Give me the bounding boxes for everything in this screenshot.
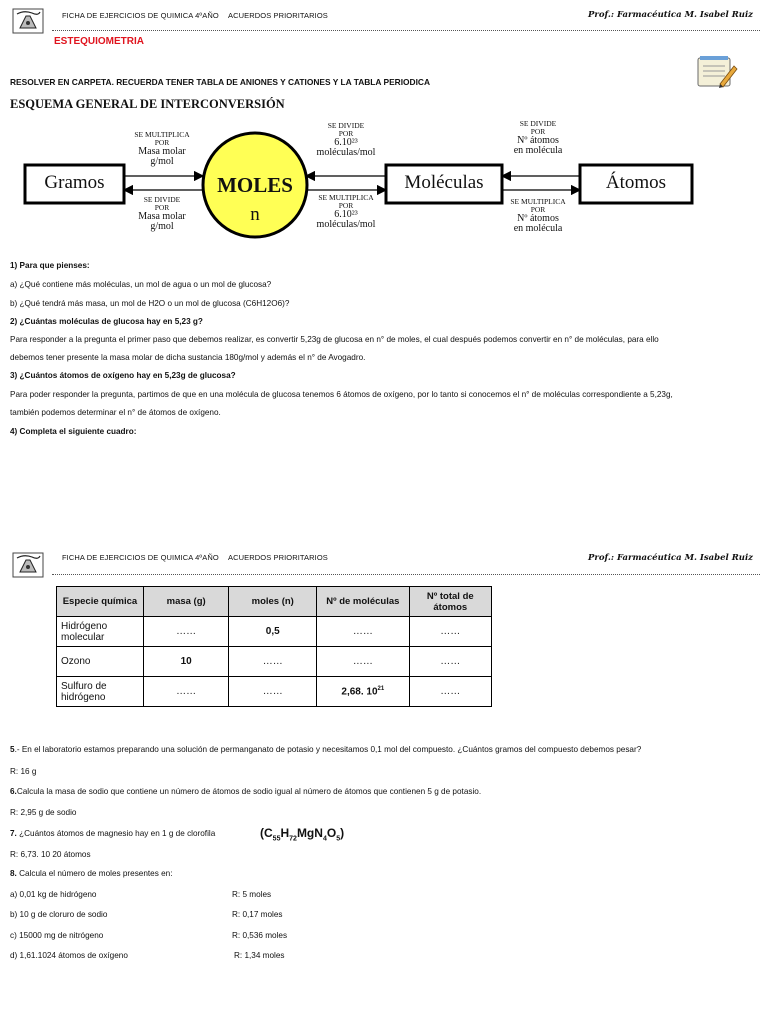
- list-item-answer: R: 0,536 moles: [232, 931, 288, 940]
- list-item: d) 1,61.1024 átomos de oxígeno: [10, 951, 128, 960]
- list-item: b) 10 g de cloruro de sodio: [10, 910, 108, 919]
- section-title: ESTEQUIOMETRIA: [54, 36, 145, 47]
- moles-label: MOLES: [217, 173, 293, 197]
- q3-line2: también podemos determinar el n° de átomos de oxígeno.: [10, 408, 221, 417]
- header-masa: masa (g): [143, 587, 229, 617]
- table-row: Ozono 10 …… …… ……: [57, 647, 492, 677]
- list-item-answer: R: 5 moles: [232, 890, 272, 899]
- exercise-6: 6.Calcula la masa de sodio que contiene un número de átomos de sodio igual al número de átomos que contienen 5 g de potasio.: [10, 787, 482, 796]
- instructions: RESOLVER EN CARPETA. RECUERDA TENER TABLA DE ANIONES Y CATIONES Y LA TABLA PERIODICA: [10, 77, 431, 87]
- header-moles: moles (n): [229, 587, 317, 617]
- exercise-8: 8. Calcula el número de moles presentes en:: [10, 869, 173, 878]
- exercise-6-answer: R: 2,95 g de sodio: [10, 808, 77, 817]
- header-subtitle: ACUERDOS PRIORITARIOS: [228, 11, 328, 20]
- exercise-5-answer: R: 16 g: [10, 767, 37, 776]
- label-m-to-g: SE DIVIDE POR Masa molar g/mol: [138, 195, 186, 232]
- q2-line2: debemos tener presente la masa molar de dicha sustancia 180g/mol y además el n° de Avogadro.: [10, 353, 366, 362]
- gramos-label: Gramos: [44, 172, 105, 193]
- header-divider: [52, 30, 760, 31]
- q2-line1: Para responder a la pregunta el primer paso que debemos realizar, es convertir 5,23g de glucosa en n° de moles, el cual después podemos convertir en n° de moléculas, para ello: [10, 335, 659, 344]
- table-header-row: [57, 587, 492, 617]
- exercise-7-answer: R: 6,73. 10 20 átomos: [10, 850, 91, 859]
- table-row: Sulfuro de hidrógeno …… …… 2,68. $10^{21}$ ……: [57, 677, 492, 707]
- list-item: a) 0,01 kg de hidrógeno: [10, 890, 97, 899]
- list-item: c) 15000 mg de nitrógeno: [10, 931, 104, 940]
- header-title: FICHA DE EJERCICIOS DE QUIMICA 4ºAÑO: [62, 11, 219, 20]
- chemistry-flask-icon: [12, 8, 44, 34]
- q1b: b) ¿Qué tendrá más masa, un mol de H2O o un mol de glucosa (C6H12O6)?: [10, 299, 290, 308]
- header-professor-2: Prof.: Farmacéutica M. Isabel Ruiz: [588, 553, 754, 563]
- exercise-5: 5.- En el laboratorio estamos preparando una solución de permanganato de potasio y necesitamos 0,1 mol del compuesto. ¿Cuántos gramos del compuesto debemos pesar?: [10, 745, 642, 754]
- diagram-title: ESQUEMA GENERAL DE INTERCONVERSIÓN: [10, 97, 285, 111]
- label-mol-bottom: SE MULTIPLICA POR 6.10²³ moléculas/mol: [316, 193, 376, 230]
- header-atomos: Nº total de átomos: [409, 587, 491, 617]
- list-item-answer: R: 1,34 moles: [234, 951, 285, 960]
- moleculas-label: Moléculas: [404, 172, 484, 193]
- label-g-to-m: SE MULTIPLICA POR Masa molar g/mol: [134, 130, 190, 167]
- moles-n-label: n: [250, 204, 260, 225]
- table-row: Hidrógeno molecular …… 0,5 …… ……: [57, 617, 492, 647]
- header-especie: Especie química: [57, 587, 144, 617]
- q1a: a) ¿Qué contiene más moléculas, un mol de agua o un mol de glucosa?: [10, 280, 272, 289]
- q3-title: 3) ¿Cuántos átomos de oxígeno hay en 5,23g de glucosa?: [10, 371, 236, 380]
- header-professor: Prof.: Farmacéutica M. Isabel Ruiz: [588, 10, 754, 20]
- header-divider-2: [52, 574, 760, 575]
- label-at-top: SE DIVIDE POR Nº átomos en molécula: [513, 119, 563, 156]
- q1-title: 1) Para que pienses:: [10, 261, 90, 270]
- chemistry-flask-icon: [12, 552, 44, 578]
- exercise-7: 7. ¿Cuántos átomos de magnesio hay en 1 g de clorofila: [10, 829, 216, 838]
- header-subtitle-2: ACUERDOS PRIORITARIOS: [228, 553, 328, 562]
- q2-title: 2) ¿Cuántas moléculas de glucosa hay en 5,23 g?: [10, 317, 203, 326]
- label-at-bottom: SE MULTIPLICA POR Nº átomos en molécula: [510, 197, 566, 234]
- label-mol-top: SE DIVIDE POR 6.10²³ moléculas/mol: [316, 121, 376, 158]
- header-moleculas: Nº de moléculas: [317, 587, 410, 617]
- stoichiometry-table: [56, 586, 492, 707]
- notepad-pencil-icon: [694, 54, 738, 90]
- chlorophyll-formula: $(C_{55}H_{72}MgN_4O_5)$: [260, 826, 345, 843]
- atomos-label: Átomos: [605, 172, 667, 193]
- q4-title: 4) Completa el siguiente cuadro:: [10, 427, 137, 436]
- q3-line1: Para poder responder la pregunta, partimos de que en una molécula de glucosa tenemos 6 átomos de oxígeno, por lo tanto si conocemos el n° de moléculas correspondiente a 5,23g,: [10, 390, 673, 399]
- header-title-2: FICHA DE EJERCICIOS DE QUIMICA 4ºAÑO: [62, 553, 219, 562]
- list-item-answer: R: 0,17 moles: [232, 910, 283, 919]
